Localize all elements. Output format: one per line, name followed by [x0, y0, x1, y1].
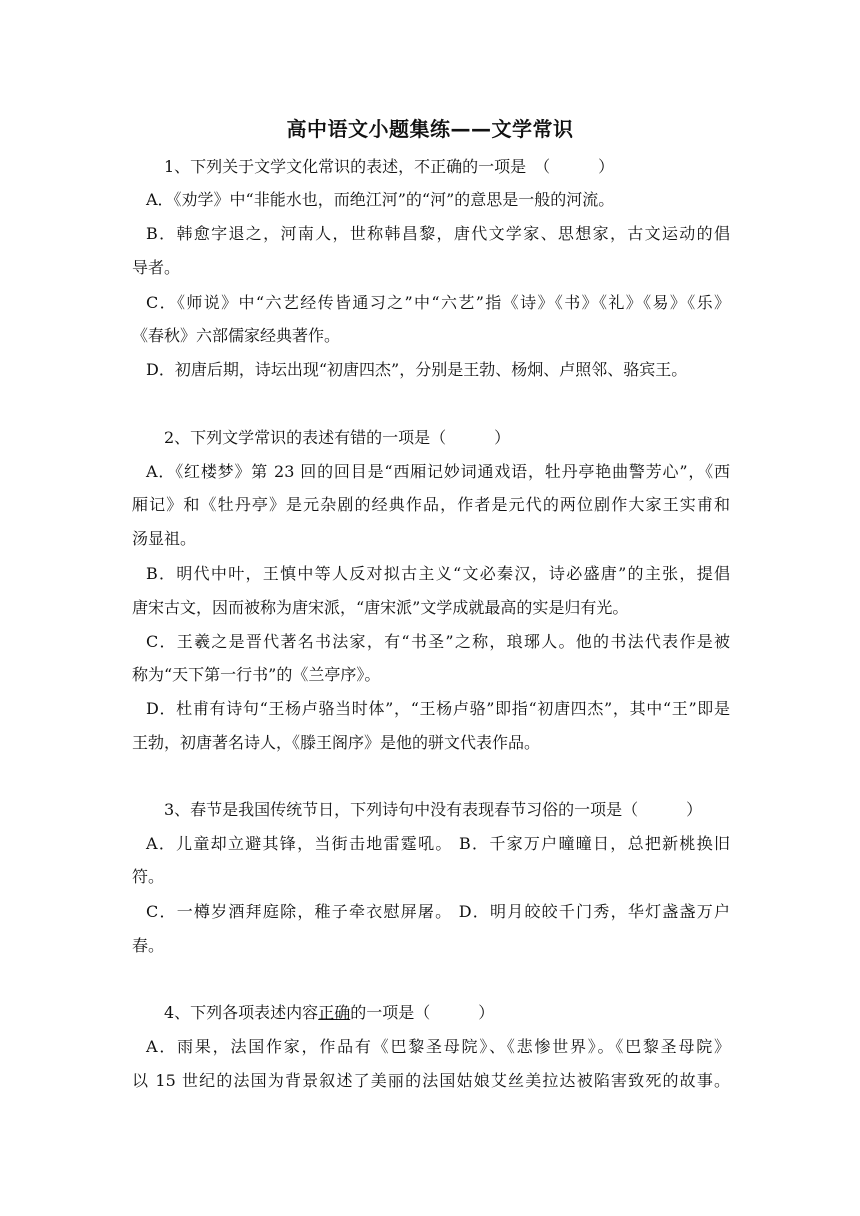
q2-option-d-line2: 王勃，初唐著名诗人，《滕王阁序》是他的骈文代表作品。	[132, 733, 541, 752]
q4-option-a-line2: 以 15 世纪的法国为背景叙述了美丽的法国姑娘艾丝美拉达被陷害致死的故事。	[132, 1071, 730, 1090]
q2-option-d-line1: D．杜甫有诗句“王杨卢骆当时体”，“王杨卢骆”即指“初唐四杰”，其中“王”即是	[146, 699, 730, 718]
q1-option-b-line2: 导者。	[132, 258, 181, 277]
q4-stem	[164, 1002, 764, 1024]
q3-options-cd-line1: C．一樽岁酒拜庭除，稚子牵衣慰屏屠。 D．明月皎皎千门秀，华灯盏盏万户	[146, 902, 730, 921]
q1-option-b-line1: B．韩愈字退之，河南人，世称韩昌黎，唐代文学家、思想家，古文运动的倡	[146, 224, 730, 243]
page-title: 高中语文小题集练——文学常识	[286, 117, 574, 141]
q4-stem-suffix: 的一项是（ ）	[350, 1003, 495, 1022]
q2-option-a-line2: 厢记》和《牡丹亭》是元杂剧的经典作品，作者是元代的两位剧作大家王实甫和	[132, 495, 730, 514]
q2-stem: 2、下列文学常识的表述有错的一项是（ ）	[164, 428, 511, 447]
q1-option-d: D．初唐后期，诗坛出现“初唐四杰”，分别是王勃、杨炯、卢照邻、骆宾王。	[146, 360, 688, 379]
q2-option-a-line3: 汤显祖。	[132, 529, 197, 548]
q1-option-c-line1: C．《师说》中“六艺经传皆通习之”中“六艺”指《诗》《书》《礼》《易》《乐》	[146, 293, 730, 312]
q2-option-b-line1: B．明代中叶，王慎中等人反对拟古主义“文必秦汉，诗必盛唐”的主张，提倡	[146, 564, 730, 583]
q3-stem: 3、春节是我国传统节日，下列诗句中没有表现春节习俗的一项是（ ）	[164, 800, 703, 819]
q2-option-b-line2: 唐宋古文，因而被称为唐宋派，“唐宋派”文学成就最高的实是归有光。	[132, 598, 629, 617]
q2-option-c-line1: C．王羲之是晋代著名书法家，有“书圣”之称，琅琊人。他的书法代表作是被	[146, 632, 730, 651]
q4-stem-prefix: 4、下列各项表述内容	[164, 1003, 319, 1022]
q2-option-a-line1: A．《红楼梦》第 23 回的回目是“西厢记妙词通戏语，牡丹亭艳曲警芳心”，《西	[146, 462, 730, 481]
q4-option-a-line1: A．雨果，法国作家，作品有《巴黎圣母院》、《悲惨世界》。《巴黎圣母院》	[146, 1037, 730, 1056]
q2-option-c-line2: 称为“天下第一行书”的《兰亭序》。	[132, 665, 381, 684]
q1-option-c-line2: 《春秋》六部儒家经典著作。	[132, 326, 341, 345]
q4-stem-underlined: 正确	[318, 1003, 351, 1022]
q3-options-ab-line1: A．儿童却立避其锋，当街击地雷霆吼。 B．千家万户曈曈日，总把新桃换旧	[146, 834, 730, 853]
q1-option-a: A．《劝学》中“非能水也，而绝江河”的“河”的意思是一般的河流。	[146, 190, 615, 209]
q3-options-cd-line2: 春。	[132, 936, 165, 955]
q1-stem: 1、下列关于文学文化常识的表述，不正确的一项是 （ ）	[164, 157, 615, 176]
q3-options-ab-line2: 符。	[132, 867, 165, 886]
